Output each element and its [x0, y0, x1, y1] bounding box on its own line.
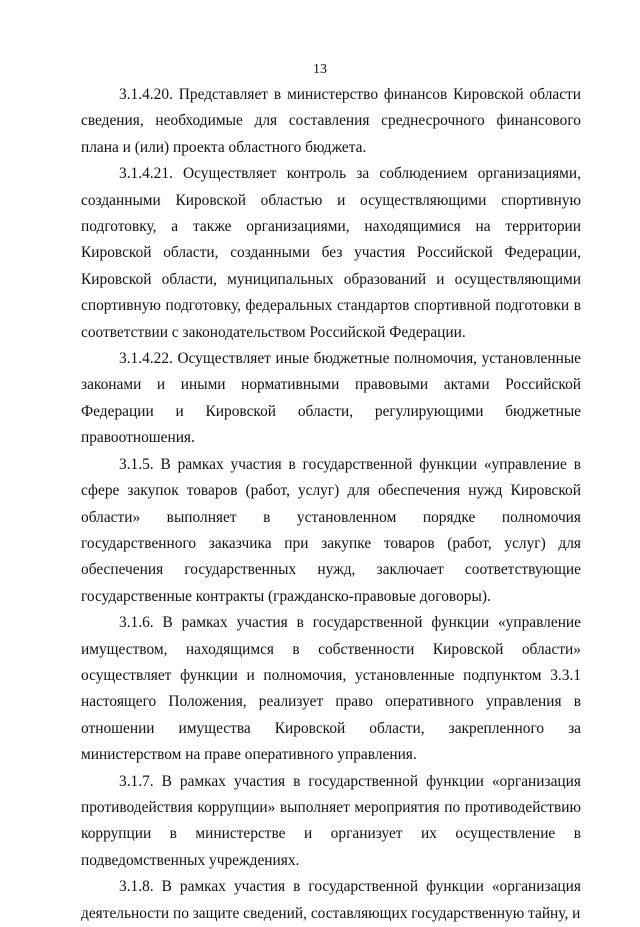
document-body: [81, 82, 581, 927]
paragraph-3-1-4-22: 3.1.4.22. Осуществляет иные бюджетные полномочия, установленные законами и иными нормативными правовыми актами Российской Федерации и Кировской области, регулирующими бюджетные правоотношения.: [81, 350, 581, 447]
page-number: 13: [313, 62, 327, 77]
paragraph-3-1-4-21: 3.1.4.21. Осуществляет контроль за соблюдением организациями, созданными Кировской областью и осуществляющими спортивную подготовку, а также организациями, находящимися на территории Кировской области, созданными без участия Российской Федерации, Кировской области, муниципальных образований и осуществляющими спортивную подготовку, федеральных стандартов спортивной подготовки в соответствии с законодательством Российской Федерации.: [81, 165, 581, 341]
paragraph-3-1-4-20: 3.1.4.20. Представляет в министерство финансов Кировской области сведения, необходимые для составления среднесрочного финансового плана и (или) проекта областного бюджета.: [81, 86, 581, 156]
paragraph-3-1-6: 3.1.6. В рамках участия в государственной функции «управление имуществом, находящимся в собственности Кировской области» осуществляет функции и полномочия, установленные подпунктом 3.3.1 настоящего Положения, реализует право оперативного управления в отношении имущества Кировской области, закрепленного за министерством на праве оперативного управления.: [81, 614, 581, 764]
paragraph-3-1-8: 3.1.8. В рамках участия в государственной функции «организация деятельности по защите сведений, составляющих государственную тайну, и: [81, 878, 581, 922]
paragraph-3-1-7: 3.1.7. В рамках участия в государственной функции «организация противодействия коррупции» выполняет мероприятия по противодействию коррупции в министерстве и организует их осуществление в подведомственных учреждениях.: [81, 772, 581, 869]
paragraph-3-1-5: 3.1.5. В рамках участия в государственной функции «управление в сфере закупок товаров (работ, услуг) для обеспечения нужд Кировской области» выполняет в установленном порядке полномочия государственного заказчика при закупке товаров (работ, услуг) для обеспечения государственных нужд, заключает соответствующие государственные контракты (гражданско-правовые договоры).: [81, 455, 581, 605]
